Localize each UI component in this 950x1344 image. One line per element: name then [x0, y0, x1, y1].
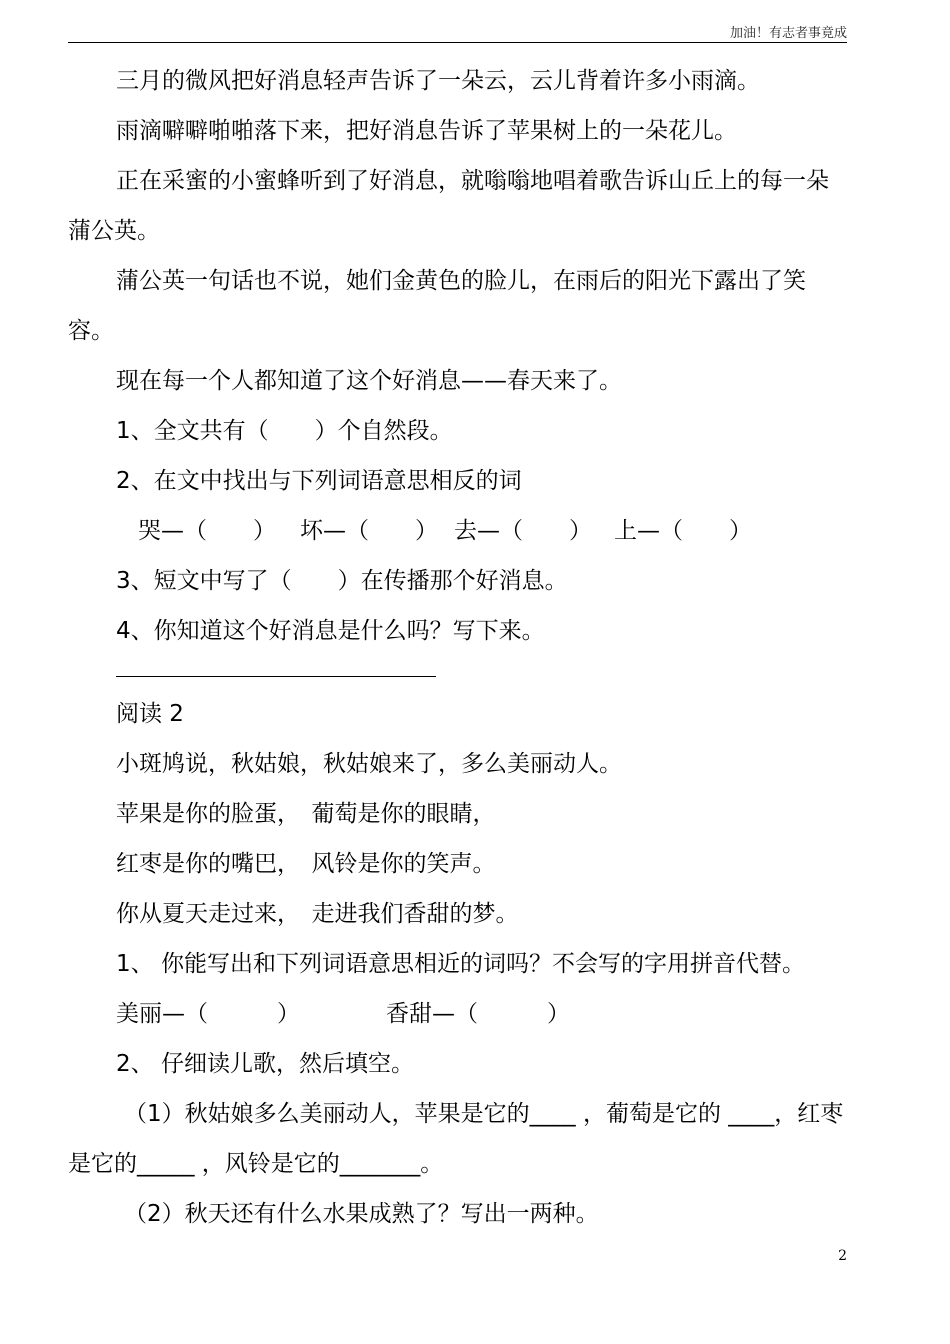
reading2-title: 阅读 2	[116, 701, 184, 727]
reading1-paragraph-2: 雨滴噼噼啪啪落下来，把好消息告诉了苹果树上的一朵花儿。	[116, 118, 737, 144]
reading2-question-2-1: （1）秋姑娘多么美丽动人，苹果是它的____ ，葡萄是它的 ____，红枣是它的_____ ，风铃是它的_______。	[68, 1101, 844, 1177]
reading1-paragraph-5: 现在每一个人都知道了这个好消息——春天来了。	[116, 368, 622, 394]
synonym-item-beautiful: 美丽—（ ）	[116, 1001, 300, 1027]
reading2-question-2-2: （2）秋天还有什么水果成熟了？写出一两种。	[124, 1201, 599, 1227]
page-header	[68, 20, 847, 43]
page-content	[68, 56, 846, 1239]
reading1-paragraph-1: 三月的微风把好消息轻声告诉了一朵云，云儿背着许多小雨滴。	[116, 68, 760, 94]
reading1-question-2: 2、在文中找出与下列词语意思相反的词	[116, 468, 522, 494]
reading2-question-1: 1、 你能写出和下列词语意思相近的词吗？不会写的字用拼音代替。	[116, 951, 805, 977]
synonym-items	[68, 989, 846, 1039]
header-motto: 加油！有志者事竟成	[729, 26, 847, 41]
antonym-items	[68, 506, 846, 556]
reading1-question-4: 4、你知道这个好消息是什么吗？写下来。	[116, 618, 545, 644]
reading1-paragraph-3: 正在采蜜的小蜜蜂听到了好消息，就嗡嗡地唱着歌告诉山丘上的每一朵蒲公英。	[68, 168, 829, 244]
reading1-paragraph-4: 蒲公英一句话也不说，她们金黄色的脸儿，在雨后的阳光下露出了笑容。	[68, 268, 806, 344]
reading1-question-1: 1、全文共有（ ）个自然段。	[116, 418, 453, 444]
antonym-item-go: 去—（ ）	[454, 518, 592, 544]
antonym-item-bad: 坏—（ ）	[300, 518, 438, 544]
answer-line	[116, 676, 436, 677]
reading2-line-4: 你从夏天走过来， 走进我们香甜的梦。	[116, 901, 519, 927]
antonym-item-up: 上—（ ）	[614, 518, 752, 544]
reading2-line-1: 小斑鸠说，秋姑娘，秋姑娘来了，多么美丽动人。	[116, 751, 622, 777]
page-number: 2	[838, 1248, 847, 1264]
reading2-question-2: 2、 仔细读儿歌，然后填空。	[116, 1051, 414, 1077]
synonym-item-sweet: 香甜—（ ）	[386, 1001, 570, 1027]
reading1-question-3: 3、短文中写了（ ）在传播那个好消息。	[116, 568, 568, 594]
antonym-item-cry: 哭—（ ）	[138, 518, 276, 544]
reading2-line-3: 红枣是你的嘴巴， 风铃是你的笑声。	[116, 851, 496, 877]
reading2-line-2: 苹果是你的脸蛋， 葡萄是你的眼睛，	[116, 801, 496, 827]
